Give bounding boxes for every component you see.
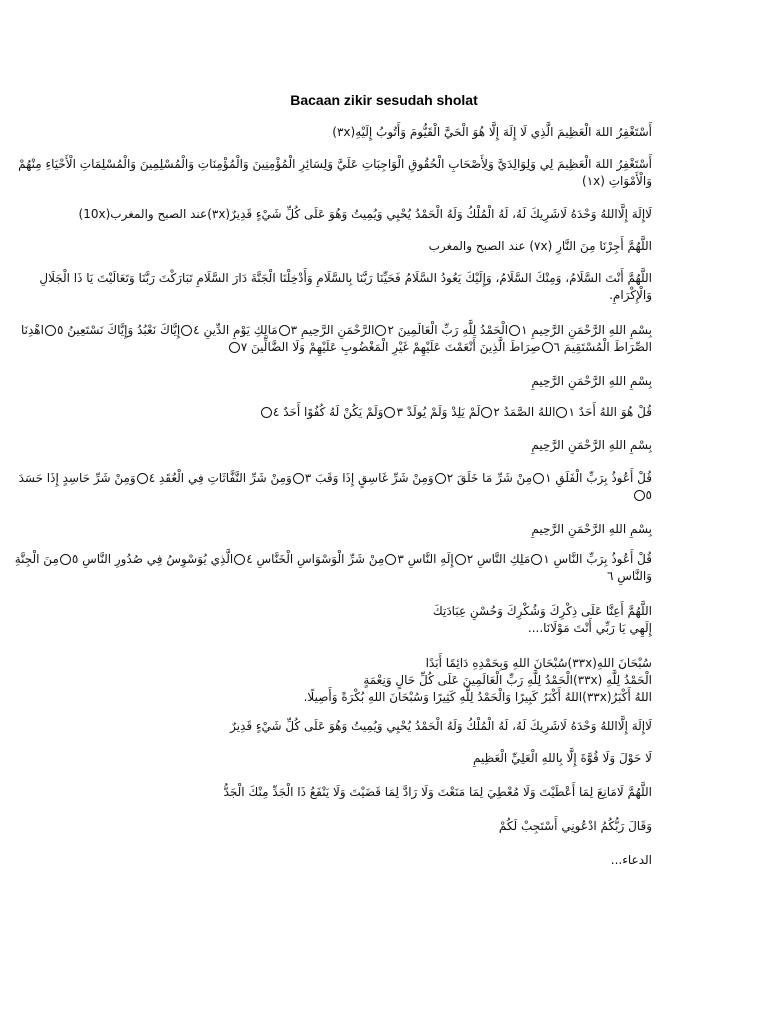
arabic-paragraph: [118, 521, 652, 538]
verse-end-marker-icon: [533, 473, 544, 484]
paragraph-line: اللَّهُمَّ لَامَانِعَ لِمَا أَعْطَيْتَ وَلَا مُعْطِيَ لِمَا مَنَعْتَ وَلَا رَادَّ لِمَا قَضَيْتَ وَلَا يَنْفَعُ ذَا الْجَدِّ مِنْكَ الْجَدُّ: [223, 785, 652, 799]
verse-end-marker-icon: [137, 473, 148, 484]
paragraph-line: لَاإِلَهَ إِلَّااللهُ وَحْدَهُ لَاشَرِيكَ لَهُ، لَهُ الْمُلْكُ وَلَهُ الْحَمْدُ يُحْيِي وَيُمِيتُ وَهُوَ عَلَى كُلِّ شَيْءٍ قَدِيرٌ: [230, 719, 652, 733]
paragraph-line: قُلْ هُوَ اللهُ أَحَدٌ ١اللهُ الصَّمَدُ ٢لَمْ يَلِدْ وَلَمْ يُولَدْ ٣وَلَمْ يَكُنْ لَهُ كُفُوًا أَحَدٌ ٤: [118, 404, 652, 421]
paragraph-line: قُلْ أَعُوذُ بِرَبِّ النَّاسِ ١مَلِكِ النَّاسِ ٢إِلَهِ النَّاسِ ٣مِنْ شَرِّ الْوَسْوَاسِ الْخَنَّاسِ ٤الَّذِي يُوَسْوِسُ فِي صُدُورِ النَّاسِ ٥مِنَ الْجِنَّةِ: [14, 552, 652, 566]
verse-end-marker-icon: [385, 554, 396, 565]
paragraph-line: قُلْ أَعُوذُ بِرَبِّ الْفَلَقِ ١مِنْ شَرِّ مَا خَلَقَ ٢وَمِنْ شَرِّ غَاسِقٍ إِذَا وَقَبَ ٣وَمِنْ شَرِّ النَّفَّاثَاتِ فِي الْعُقَدِ ٤وَمِنْ شَرِّ حَاسِدٍ إِذَا حَسَدَ: [18, 471, 652, 485]
paragraph-line: ٥: [118, 487, 652, 504]
verse-end-marker-icon: [279, 325, 290, 336]
paragraph-line: بِسْمِ اللهِ الرَّحْمَنِ الرَّحِيمِ: [531, 438, 652, 452]
paragraph-line: الدعاء...: [610, 853, 652, 867]
paragraph-line: بِسْمِ اللهِ الرَّحْمَنِ الرَّحِيمِ ١الْحَمْدُ لِلَّهِ رَبِّ الْعَالَمِينَ ٢الرَّحْمَنِ الرَّحِيمِ ٣مَالِكِ يَوْمِ الدِّينِ ٤إِيَّاكَ نَعْبُدُ وَإِيَّاكَ نَسْتَعِينُ ٥اهْدِنَا: [20, 323, 652, 337]
paragraph-line: بِسْمِ اللهِ الرَّحْمَنِ الرَّحِيمِ: [531, 374, 652, 388]
paragraph-line: إِلَهِي يَا رَبِّي أَنْتَ مَوْلَانَا....: [527, 621, 652, 635]
verse-end-marker-icon: [45, 325, 56, 336]
paragraph-line: اللهُ أَكْبَرُ(٣٣x)اللهُ أَكْبَرُ كَبِيرًا وَالْحَمْدُ لِلَّهِ كَثِيرًا وَسُبْحَانَ اللهِ بُكْرَةً وَأَصِيلًا.: [303, 690, 652, 704]
verse-end-marker-icon: [531, 554, 542, 565]
verse-end-marker-icon: [542, 342, 553, 353]
arabic-paragraph: [78, 206, 652, 223]
verse-end-marker-icon: [384, 407, 395, 418]
arabic-paragraph: [14, 551, 652, 585]
paragraph-line: اللَّهُمَّ أَجِرْنَا مِنَ النَّارِ (٧x) عند الصبح والمغرب: [428, 239, 652, 253]
arabic-paragraph: [39, 270, 652, 304]
verse-end-marker-icon: [293, 473, 304, 484]
paragraph-line: أَسْتَغْفِرُ اللهَ الْعَظِيمَ الَّذِي لَا إِلَهَ إِلَّا هُوَ الْحَيَّ الْقَيُّومَ وَأَتُوبُ إِلَيْهِ(٣x): [332, 125, 652, 139]
paragraph-line: وَالْأَمْوَاتِ (١x): [582, 174, 652, 188]
paragraph-line: لَاإِلَهَ إِلَّااللهُ وَحْدَهُ لَاشَرِيكَ لَهُ، لَهُ الْمُلْكُ وَلَهُ الْحَمْدُ يُحْيِي وَيُمِيتُ وَهُوَ عَلَى كُلِّ شَيْءٍ قَدِيرٌ(٣x)عند الصبح والمغرب(10x): [78, 207, 652, 221]
verse-end-marker-icon: [234, 554, 245, 565]
verse-end-marker-icon: [556, 407, 567, 418]
paragraph-line: بِسْمِ اللهِ الرَّحْمَنِ الرَّحِيمِ: [531, 522, 652, 536]
arabic-paragraph: [118, 784, 652, 801]
arabic-paragraph: [118, 603, 652, 637]
arabic-paragraph: [118, 718, 652, 735]
paragraph-line: وَالنَّاسِ ٦: [607, 569, 652, 583]
paragraph-line: لَا حَوْلَ وَلَا قُوَّةَ إِلَّا بِاللهِ الْعَلِيِّ الْعَظِيمِ: [473, 751, 652, 765]
verse-end-marker-icon: [60, 554, 71, 565]
verse-end-marker-icon: [261, 407, 272, 418]
arabic-paragraph: [18, 470, 652, 504]
arabic-paragraph: [118, 124, 652, 141]
paragraph-line: وَالْإِكْرَامِ.: [609, 288, 652, 302]
paragraph-line: أَسْتَغْفِرُ اللهَ الْعَظِيمَ لِي وَلِوَالِدَيَّ وَلِأَصْحَابِ الْحُقُوقِ الْوَاجِبَاتِ عَلَيَّ وَلِسَائِرِ الْمُؤْمِنِينَ وَالْمُؤْمِنَاتِ وَالْمُسْلِمِينَ وَالْمُسْلِمَاتِ الْأَحْيَاءِ مِنْهُمْ: [18, 157, 652, 171]
arabic-paragraph: [118, 238, 652, 255]
paragraph-line: اللَّهُمَّ أَنْتَ السَّلَامُ، وَمِنْكَ السَّلَامُ، وَإِلَيْكَ يَعُودُ السَّلَامُ فَحَيِّنَا رَبَّنَا بِالسَّلَامِ وَأَدْخِلْنَا الْجَنَّةَ دَارَ السَّلَامِ تَبَارَكْتَ رَبَّنَا وَتَعَالَيْتَ يَا ذَا الْجَلَالِ: [39, 271, 652, 285]
arabic-paragraph: [118, 373, 652, 390]
arabic-paragraph: [118, 655, 652, 706]
arabic-paragraph: [118, 852, 652, 869]
verse-end-marker-icon: [229, 342, 240, 353]
arabic-paragraph: [18, 156, 652, 190]
arabic-paragraph: [118, 750, 652, 767]
paragraph-line: الْحَمْدُ لِلَّهِ (٣٣x)الْحَمْدُ لِلَّهِ رَبِّ الْعَالَمِينَ عَلَى كُلِّ حَالٍ وَنِعْمَةٍ: [363, 673, 652, 687]
arabic-paragraph: [118, 818, 652, 835]
verse-end-marker-icon: [509, 325, 520, 336]
paragraph-line: الصِّرَاطَ الْمُسْتَقِيمَ ٦صِرَاطَ الَّذِينَ أَنْعَمْتَ عَلَيْهِمْ غَيْرِ الْمَغْضُوبِ عَلَيْهِمْ وَلَا الضَّالِّينَ ٧: [118, 339, 652, 356]
arabic-paragraph: [20, 322, 652, 356]
verse-end-marker-icon: [455, 554, 466, 565]
arabic-paragraph: [118, 437, 652, 454]
paragraph-line: سُبْحَانَ اللهِ(٣٣x)سُبْحَانَ اللهِ وَبِحَمْدِهِ دَائِمًا أَبَدًا: [425, 656, 652, 670]
paragraph-line: اللَّهُمَّ أَعِنَّا عَلَى ذِكْرِكَ وَشُكْرِكَ وَحُسْنِ عِبَادَتِكَ: [432, 604, 652, 618]
verse-end-marker-icon: [481, 407, 492, 418]
verse-end-marker-icon: [375, 325, 386, 336]
arabic-paragraph: [118, 404, 652, 421]
verse-end-marker-icon: [435, 473, 446, 484]
verse-end-marker-icon: [181, 325, 192, 336]
verse-end-marker-icon: [634, 490, 645, 501]
paragraph-line: وَقَالَ رَبُّكُمُ ادْعُونِي أَسْتَجِبْ لَكُمْ: [498, 819, 652, 833]
document-title: Bacaan zikir sesudah sholat: [290, 92, 478, 108]
